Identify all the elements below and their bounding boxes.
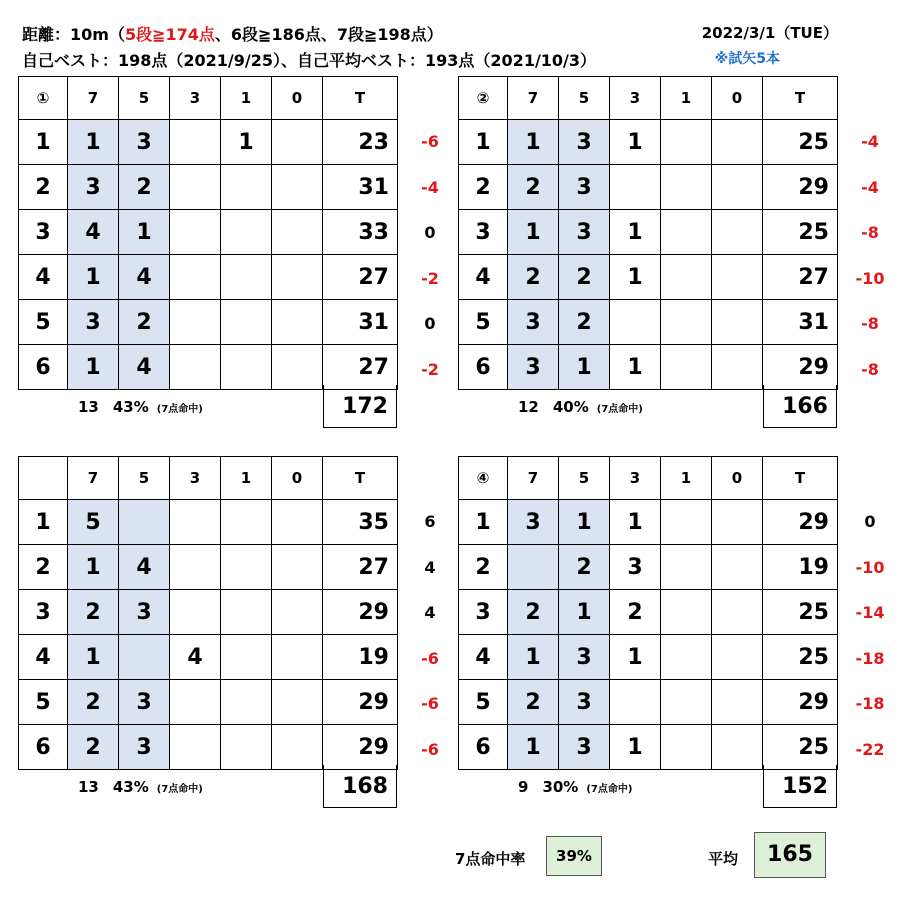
end-row bbox=[459, 120, 838, 165]
hit-count-cell bbox=[221, 500, 272, 545]
hit-count-cell: 2 bbox=[508, 165, 559, 210]
end-total: 19 bbox=[323, 635, 398, 680]
seven-hit-note: (7点命中) bbox=[596, 404, 643, 415]
end-total: 27 bbox=[763, 255, 838, 300]
end-total: 25 bbox=[763, 120, 838, 165]
end-number: 1 bbox=[459, 120, 508, 165]
hit-count-cell bbox=[170, 210, 221, 255]
end-row bbox=[459, 725, 838, 770]
hit-count-cell bbox=[221, 680, 272, 725]
end-row bbox=[19, 300, 398, 345]
hit-count-cell: 1 bbox=[610, 120, 661, 165]
column-header: 7 bbox=[508, 457, 559, 500]
end-number: 1 bbox=[19, 120, 68, 165]
end-row bbox=[19, 635, 398, 680]
score-difference: -4 bbox=[421, 177, 439, 197]
end-number: 3 bbox=[19, 210, 68, 255]
column-header: 3 bbox=[170, 457, 221, 500]
hit-count-cell bbox=[610, 300, 661, 345]
hit-count-cell bbox=[272, 300, 323, 345]
end-row bbox=[459, 210, 838, 255]
round-total: 166 bbox=[763, 385, 837, 428]
column-header: 3 bbox=[170, 77, 221, 120]
column-header: 3 bbox=[610, 77, 661, 120]
end-number: 2 bbox=[19, 545, 68, 590]
score-difference: -6 bbox=[421, 132, 439, 151]
hit-count-cell bbox=[221, 590, 272, 635]
end-row bbox=[19, 255, 398, 300]
end-total: 29 bbox=[763, 500, 838, 545]
hit-count-cell bbox=[119, 635, 170, 680]
end-row bbox=[19, 725, 398, 770]
hit-count-cell bbox=[661, 120, 712, 165]
hit-count-cell bbox=[272, 500, 323, 545]
hit-count-cell bbox=[170, 255, 221, 300]
seven-hit-count: 13 bbox=[78, 398, 99, 416]
hit-count-cell bbox=[712, 680, 763, 725]
end-number: 5 bbox=[459, 300, 508, 345]
end-row bbox=[19, 210, 398, 255]
end-total: 27 bbox=[323, 345, 398, 390]
hit-count-cell: 3 bbox=[559, 725, 610, 770]
hit-count-cell bbox=[272, 210, 323, 255]
column-header: 0 bbox=[272, 77, 323, 120]
hit-count-cell: 1 bbox=[119, 210, 170, 255]
hit-count-cell bbox=[661, 680, 712, 725]
end-row bbox=[19, 680, 398, 725]
score-difference: -8 bbox=[861, 223, 879, 242]
score-difference: -2 bbox=[421, 359, 439, 379]
hit-count-cell bbox=[170, 590, 221, 635]
hit-count-cell bbox=[170, 680, 221, 725]
end-row bbox=[459, 300, 838, 345]
score-difference: -18 bbox=[855, 648, 885, 668]
end-row bbox=[459, 590, 838, 635]
seven-hit-percent: 30% bbox=[542, 778, 579, 796]
score-difference: -8 bbox=[861, 314, 879, 333]
score-table bbox=[458, 456, 838, 770]
end-row bbox=[459, 680, 838, 725]
end-total: 25 bbox=[763, 725, 838, 770]
hit-count-cell: 2 bbox=[559, 255, 610, 300]
hit-count-cell: 2 bbox=[559, 545, 610, 590]
hit-count-cell bbox=[272, 545, 323, 590]
hit-count-cell: 3 bbox=[68, 165, 119, 210]
hit-count-cell bbox=[610, 680, 661, 725]
score-difference: -4 bbox=[861, 132, 879, 151]
hit-count-cell: 2 bbox=[68, 725, 119, 770]
hit-count-cell bbox=[221, 255, 272, 300]
end-number: 5 bbox=[19, 680, 68, 725]
end-row bbox=[459, 255, 838, 300]
hit-count-cell: 1 bbox=[610, 345, 661, 390]
hit-rate-value: 39% bbox=[546, 836, 602, 876]
hit-count-cell bbox=[272, 165, 323, 210]
end-number: 4 bbox=[459, 255, 508, 300]
score-difference: -10 bbox=[855, 557, 885, 577]
hit-count-cell: 3 bbox=[119, 120, 170, 165]
hit-count-cell: 1 bbox=[559, 345, 610, 390]
hit-count-cell bbox=[661, 255, 712, 300]
end-total: 25 bbox=[763, 590, 838, 635]
hit-count-cell: 3 bbox=[559, 210, 610, 255]
hit-count-cell: 3 bbox=[119, 590, 170, 635]
hit-count-cell bbox=[221, 300, 272, 345]
end-number: 6 bbox=[19, 725, 68, 770]
hit-count-cell: 3 bbox=[508, 300, 559, 345]
hit-count-cell: 1 bbox=[508, 210, 559, 255]
column-header: 7 bbox=[508, 77, 559, 120]
hit-count-cell: 1 bbox=[610, 210, 661, 255]
score-difference: -22 bbox=[855, 739, 885, 759]
hit-count-cell bbox=[661, 725, 712, 770]
hit-count-cell: 1 bbox=[559, 590, 610, 635]
average-value: 165 bbox=[754, 832, 826, 878]
round-label bbox=[19, 457, 68, 500]
column-header: 7 bbox=[68, 457, 119, 500]
hit-count-cell: 3 bbox=[508, 500, 559, 545]
end-total: 29 bbox=[323, 680, 398, 725]
end-number: 1 bbox=[459, 500, 508, 545]
hit-count-cell bbox=[170, 300, 221, 345]
end-total: 19 bbox=[763, 545, 838, 590]
column-header: 5 bbox=[559, 457, 610, 500]
hit-count-cell bbox=[712, 545, 763, 590]
end-row bbox=[19, 590, 398, 635]
hit-count-cell: 1 bbox=[559, 500, 610, 545]
score-difference: -8 bbox=[861, 359, 879, 379]
end-number: 5 bbox=[459, 680, 508, 725]
personal-best-header: 自己ベスト：198点（2021/9/25）、自己平均ベスト：193点（2021/10/3） bbox=[22, 51, 597, 70]
column-header: T bbox=[763, 457, 838, 500]
end-number: 2 bbox=[19, 165, 68, 210]
hit-count-cell bbox=[661, 500, 712, 545]
hit-count-cell bbox=[221, 165, 272, 210]
round-label: ① bbox=[19, 77, 68, 120]
hit-count-cell bbox=[170, 545, 221, 590]
end-number: 6 bbox=[459, 345, 508, 390]
end-total: 29 bbox=[323, 590, 398, 635]
end-total: 35 bbox=[323, 500, 398, 545]
end-total: 33 bbox=[323, 210, 398, 255]
hit-count-cell bbox=[661, 165, 712, 210]
hit-count-cell: 3 bbox=[119, 725, 170, 770]
hit-count-cell bbox=[712, 590, 763, 635]
end-row bbox=[459, 500, 838, 545]
score-difference: 4 bbox=[424, 603, 436, 622]
average-label: 平均 bbox=[708, 850, 739, 868]
score-difference: -6 bbox=[421, 694, 439, 713]
hit-count-cell bbox=[661, 545, 712, 590]
column-header: 7 bbox=[68, 77, 119, 120]
seven-hit-note: (7点命中) bbox=[156, 784, 203, 795]
hit-count-cell: 1 bbox=[68, 255, 119, 300]
end-number: 4 bbox=[19, 635, 68, 680]
hit-summary bbox=[78, 778, 203, 796]
end-number: 4 bbox=[19, 255, 68, 300]
column-header: 5 bbox=[119, 77, 170, 120]
hit-count-cell: 1 bbox=[68, 120, 119, 165]
seven-hit-percent: 40% bbox=[552, 398, 589, 416]
seven-hit-percent: 43% bbox=[112, 778, 149, 796]
column-header: T bbox=[763, 77, 838, 120]
end-total: 31 bbox=[323, 300, 398, 345]
hit-count-cell: 3 bbox=[508, 345, 559, 390]
end-number: 4 bbox=[459, 635, 508, 680]
hit-count-cell bbox=[712, 210, 763, 255]
hit-count-cell: 2 bbox=[119, 165, 170, 210]
hit-count-cell: 3 bbox=[559, 120, 610, 165]
score-block bbox=[0, 380, 440, 799]
hit-count-cell: 2 bbox=[610, 590, 661, 635]
column-header: 0 bbox=[712, 457, 763, 500]
hit-count-cell bbox=[221, 545, 272, 590]
end-total: 23 bbox=[323, 120, 398, 165]
hit-count-cell: 3 bbox=[559, 165, 610, 210]
hit-count-cell: 1 bbox=[68, 635, 119, 680]
hit-count-cell: 4 bbox=[119, 255, 170, 300]
hit-count-cell bbox=[272, 255, 323, 300]
end-number: 5 bbox=[19, 300, 68, 345]
hit-count-cell bbox=[272, 120, 323, 165]
hit-count-cell bbox=[610, 165, 661, 210]
score-difference: -4 bbox=[861, 177, 879, 197]
end-row bbox=[19, 500, 398, 545]
hit-count-cell bbox=[712, 635, 763, 680]
hit-count-cell bbox=[221, 725, 272, 770]
end-number: 2 bbox=[459, 165, 508, 210]
end-number: 1 bbox=[19, 500, 68, 545]
score-difference: 0 bbox=[864, 512, 876, 531]
score-table bbox=[458, 76, 838, 390]
hit-count-cell: 2 bbox=[508, 255, 559, 300]
end-total: 29 bbox=[763, 345, 838, 390]
end-total: 29 bbox=[763, 680, 838, 725]
hit-count-cell bbox=[712, 300, 763, 345]
hit-count-cell: 4 bbox=[170, 635, 221, 680]
hit-count-cell: 2 bbox=[508, 680, 559, 725]
hit-count-cell bbox=[712, 165, 763, 210]
date-label: 2022/3/1（TUE） bbox=[701, 24, 838, 42]
hit-count-cell bbox=[508, 545, 559, 590]
distance-header: 距離：10m（5段≧174点、6段≧186点、7段≧198点） bbox=[22, 25, 443, 44]
score-difference: 0 bbox=[424, 223, 436, 242]
hit-count-cell: 3 bbox=[610, 545, 661, 590]
end-total: 27 bbox=[323, 545, 398, 590]
hit-count-cell: 2 bbox=[68, 590, 119, 635]
hit-count-cell: 5 bbox=[68, 500, 119, 545]
round-label: ④ bbox=[459, 457, 508, 500]
seven-hit-count: 12 bbox=[518, 398, 539, 416]
column-header: 0 bbox=[712, 77, 763, 120]
column-header: 0 bbox=[272, 457, 323, 500]
seven-hit-count: 9 bbox=[518, 778, 529, 796]
end-row bbox=[459, 545, 838, 590]
hit-count-cell: 1 bbox=[221, 120, 272, 165]
hit-count-cell: 2 bbox=[559, 300, 610, 345]
hit-count-cell bbox=[661, 210, 712, 255]
column-header: 1 bbox=[661, 457, 712, 500]
hit-summary bbox=[518, 778, 632, 796]
end-number: 3 bbox=[459, 210, 508, 255]
end-number: 6 bbox=[19, 345, 68, 390]
hit-count-cell: 3 bbox=[559, 635, 610, 680]
score-block bbox=[0, 0, 440, 419]
end-row bbox=[19, 545, 398, 590]
hit-count-cell bbox=[170, 165, 221, 210]
score-difference: -6 bbox=[421, 648, 439, 668]
hit-count-cell: 1 bbox=[68, 345, 119, 390]
score-block bbox=[440, 0, 885, 419]
column-header: T bbox=[323, 457, 398, 500]
trial-arrows-note: ※試矢5本 bbox=[714, 51, 780, 67]
end-number: 3 bbox=[19, 590, 68, 635]
end-total: 31 bbox=[323, 165, 398, 210]
hit-count-cell: 4 bbox=[119, 345, 170, 390]
score-difference: 4 bbox=[424, 557, 436, 577]
hit-count-cell bbox=[712, 500, 763, 545]
score-difference: -14 bbox=[855, 603, 885, 622]
hit-count-cell bbox=[661, 635, 712, 680]
hit-count-cell: 2 bbox=[119, 300, 170, 345]
end-total: 29 bbox=[323, 725, 398, 770]
hit-count-cell bbox=[661, 300, 712, 345]
column-header: 5 bbox=[119, 457, 170, 500]
end-number: 6 bbox=[459, 725, 508, 770]
hit-count-cell: 1 bbox=[508, 725, 559, 770]
round-total: 152 bbox=[763, 765, 837, 808]
column-header: 1 bbox=[661, 77, 712, 120]
seven-hit-count: 13 bbox=[78, 778, 99, 796]
hit-count-cell bbox=[661, 590, 712, 635]
score-table bbox=[18, 76, 398, 390]
end-row bbox=[459, 635, 838, 680]
end-total: 25 bbox=[763, 210, 838, 255]
score-difference: -2 bbox=[421, 268, 439, 288]
hit-count-cell: 1 bbox=[508, 120, 559, 165]
score-difference: 6 bbox=[424, 512, 436, 531]
round-total: 172 bbox=[323, 385, 397, 428]
end-total: 29 bbox=[763, 165, 838, 210]
hit-count-cell: 4 bbox=[119, 545, 170, 590]
score-difference: -6 bbox=[421, 739, 439, 759]
column-header: 3 bbox=[610, 457, 661, 500]
hit-count-cell bbox=[170, 500, 221, 545]
seven-hit-percent: 43% bbox=[112, 398, 149, 416]
round-total: 168 bbox=[323, 765, 397, 808]
hit-rate-label: 7点命中率 bbox=[455, 850, 526, 868]
end-row bbox=[459, 165, 838, 210]
hit-count-cell bbox=[272, 725, 323, 770]
hit-count-cell bbox=[170, 725, 221, 770]
hit-count-cell bbox=[272, 635, 323, 680]
column-header: 1 bbox=[221, 457, 272, 500]
score-difference: -18 bbox=[855, 694, 885, 713]
hit-count-cell bbox=[712, 255, 763, 300]
hit-count-cell: 2 bbox=[68, 680, 119, 725]
hit-count-cell bbox=[170, 120, 221, 165]
score-difference: 0 bbox=[424, 314, 436, 333]
column-header: 5 bbox=[559, 77, 610, 120]
hit-count-cell: 3 bbox=[119, 680, 170, 725]
seven-hit-note: (7点命中) bbox=[586, 784, 633, 795]
hit-count-cell: 2 bbox=[508, 590, 559, 635]
hit-count-cell bbox=[272, 590, 323, 635]
score-difference: -10 bbox=[855, 268, 885, 288]
hit-count-cell bbox=[221, 635, 272, 680]
column-header: T bbox=[323, 77, 398, 120]
seven-hit-note: (7点命中) bbox=[156, 404, 203, 415]
hit-count-cell bbox=[712, 120, 763, 165]
end-total: 31 bbox=[763, 300, 838, 345]
score-block bbox=[440, 380, 885, 799]
end-number: 2 bbox=[459, 545, 508, 590]
hit-count-cell: 1 bbox=[508, 635, 559, 680]
round-label: ② bbox=[459, 77, 508, 120]
end-row bbox=[19, 165, 398, 210]
column-header: 1 bbox=[221, 77, 272, 120]
hit-count-cell: 1 bbox=[610, 255, 661, 300]
score-table bbox=[18, 456, 398, 770]
end-total: 25 bbox=[763, 635, 838, 680]
end-number: 3 bbox=[459, 590, 508, 635]
hit-count-cell bbox=[272, 680, 323, 725]
hit-count-cell bbox=[221, 210, 272, 255]
hit-count-cell: 3 bbox=[559, 680, 610, 725]
end-total: 27 bbox=[323, 255, 398, 300]
end-row bbox=[19, 120, 398, 165]
hit-count-cell bbox=[119, 500, 170, 545]
hit-count-cell: 1 bbox=[610, 635, 661, 680]
hit-count-cell: 1 bbox=[610, 725, 661, 770]
hit-count-cell: 1 bbox=[610, 500, 661, 545]
hit-count-cell: 3 bbox=[68, 300, 119, 345]
hit-count-cell: 4 bbox=[68, 210, 119, 255]
hit-count-cell bbox=[712, 725, 763, 770]
hit-count-cell: 1 bbox=[68, 545, 119, 590]
